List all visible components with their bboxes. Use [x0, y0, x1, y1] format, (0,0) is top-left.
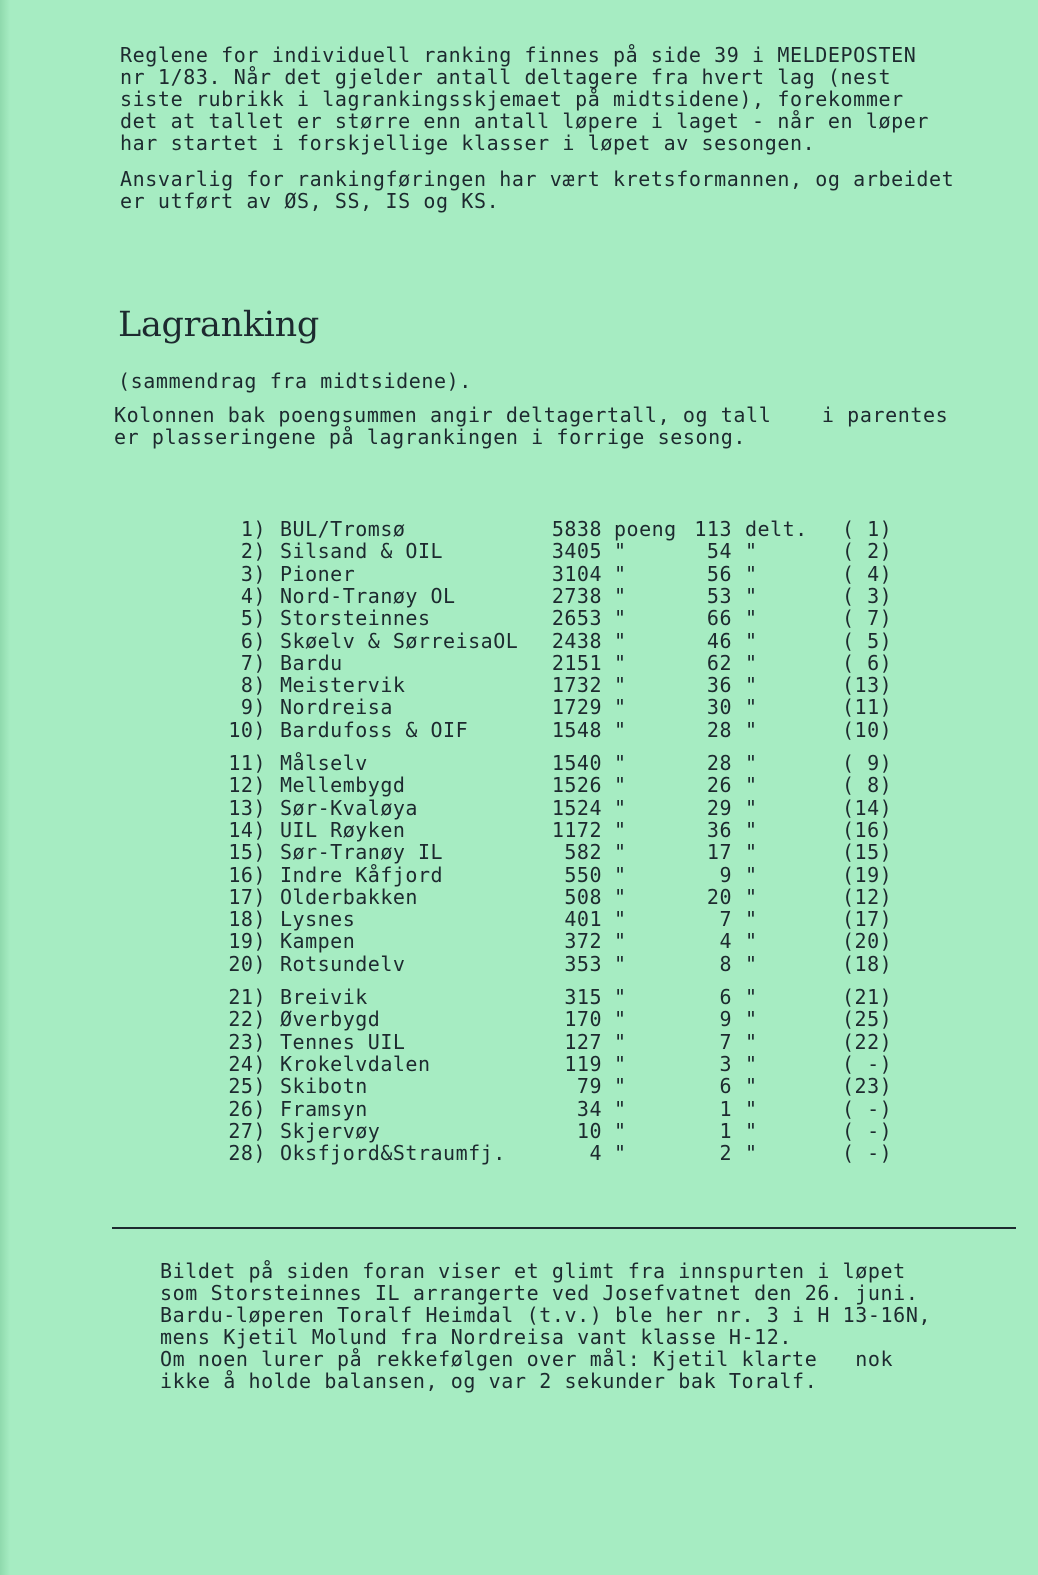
team-name: Nord-Tranøy OL [280, 583, 456, 608]
participants-value: 6 [719, 1074, 732, 1099]
rank-number: 7) [240, 650, 266, 675]
points-unit: " [614, 628, 627, 653]
participants-unit: " [745, 1141, 758, 1166]
participants-unit: " [745, 840, 758, 865]
points-value: 34 [576, 1096, 602, 1121]
previous-placement: ( 3) [842, 583, 893, 608]
ranking-row [0, 751, 1038, 773]
previous-placement: (16) [842, 817, 893, 842]
points-unit: " [614, 650, 627, 675]
previous-placement: (22) [842, 1029, 893, 1054]
participants-value: 7 [719, 907, 732, 932]
points-value: 1524 [551, 795, 602, 820]
photo-caption: Bildet på siden foran viser et glimt fra innspurten i løpet som Storsteinnes IL arrangerte ved Josefvatnet den 26. juni. Bardu-løperen Toralf Heimdal (t.v.) ble her nr. 3 i H 13-16N, mens Kjetil Molund fra Nordreisa vant klasse H-12. Om noen lurer på rekkefølgen over mål: Kjetil klarte nok ikke å holde balansen, og var 2 sekunder bak Toralf. [160, 1259, 932, 1393]
participants-value: 17 [706, 840, 732, 865]
ranking-row [0, 863, 1038, 885]
participants-value: 3 [719, 1051, 732, 1076]
previous-placement: (18) [842, 951, 893, 976]
points-value: 2438 [551, 628, 602, 653]
points-unit: " [614, 561, 627, 586]
participants-value: 26 [706, 773, 732, 798]
points-value: 372 [564, 929, 602, 954]
points-value: 4 [589, 1141, 602, 1166]
participants-unit: " [745, 1029, 758, 1054]
previous-placement: ( 8) [842, 773, 893, 798]
previous-placement: (13) [842, 673, 893, 698]
team-name: Kampen [280, 929, 356, 954]
participants-unit: " [745, 673, 758, 698]
ranking-row [0, 952, 1038, 974]
points-value: 10 [576, 1118, 602, 1143]
team-name: Pioner [280, 561, 356, 586]
participants-unit: " [745, 817, 758, 842]
ranking-row [0, 985, 1038, 1007]
participants-value: 36 [706, 817, 732, 842]
points-unit: " [614, 951, 627, 976]
previous-placement: (17) [842, 907, 893, 932]
team-name: Breivik [280, 985, 368, 1009]
ranking-row [0, 1074, 1038, 1099]
rank-number: 1) [240, 517, 266, 541]
participants-value: 56 [706, 561, 732, 586]
previous-placement: ( -) [842, 1141, 893, 1166]
team-name: Bardu [280, 650, 343, 675]
rank-number: 11) [228, 751, 266, 775]
rank-number: 25) [228, 1074, 266, 1099]
participants-unit: " [745, 751, 758, 775]
rank-number: 23) [228, 1029, 266, 1054]
participants-unit: delt. [745, 517, 808, 541]
participants-unit: " [745, 561, 758, 586]
points-value: 3104 [551, 561, 602, 586]
participants-unit: " [745, 985, 758, 1009]
previous-placement: (10) [842, 717, 893, 742]
points-unit: " [614, 1096, 627, 1121]
team-name: Sør-Tranøy IL [280, 840, 444, 865]
participants-unit: " [745, 884, 758, 909]
previous-placement: ( 5) [842, 628, 893, 653]
points-unit: " [614, 795, 627, 820]
points-value: 401 [564, 907, 602, 932]
participants-value: 46 [706, 628, 732, 653]
participants-value: 36 [706, 673, 732, 698]
points-value: 2738 [551, 583, 602, 608]
rank-number: 2) [240, 539, 266, 564]
section-title: Lagranking [118, 305, 320, 345]
points-value: 508 [564, 884, 602, 909]
team-name: Storsteinnes [280, 606, 431, 631]
team-name: Indre Kåfjord [280, 862, 444, 887]
participants-value: 66 [706, 606, 732, 631]
team-name: Sør-Kvaløya [280, 795, 418, 820]
previous-placement: (12) [842, 884, 893, 909]
participants-value: 1 [719, 1118, 732, 1143]
team-name: Krokelvdalen [280, 1051, 431, 1076]
previous-placement: ( 2) [842, 539, 893, 564]
points-value: 5838 [551, 517, 602, 541]
responsibility-paragraph: Ansvarlig for rankingføringen har vært kretsformannen, og arbeidet er utført av ØS, SS, IS og KS. [120, 167, 955, 213]
rank-number: 27) [228, 1118, 266, 1143]
rank-number: 15) [228, 840, 266, 865]
participants-unit: " [745, 1007, 758, 1032]
divider-rule [112, 1227, 1016, 1229]
ranking-row [0, 796, 1038, 818]
participants-unit: " [745, 1051, 758, 1076]
points-unit: " [614, 884, 627, 909]
participants-unit: " [745, 1096, 758, 1121]
points-unit: " [614, 862, 627, 887]
rank-number: 19) [228, 929, 266, 954]
ranking-row [0, 907, 1038, 932]
intro-paragraph: Reglene for individuell ranking finnes på side 39 i MELDEPOSTEN nr 1/83. Når det gjelder antall deltagere fra hvert lag (nest siste rubrikk i lagrankingsskjemaet på midtsidene), forekommer det at tallet er større enn antall løpere i laget - når en løper har startet i forskjellige klasser i løpet av sesongen. [120, 43, 930, 155]
team-name: Målselv [280, 751, 368, 775]
participants-value: 28 [706, 751, 732, 775]
team-name: Lysnes [280, 907, 356, 932]
points-unit: " [614, 1029, 627, 1054]
rank-number: 10) [228, 717, 266, 742]
participants-value: 6 [719, 985, 732, 1009]
participants-value: 4 [719, 929, 732, 954]
points-value: 119 [564, 1051, 602, 1076]
participants-value: 7 [719, 1029, 732, 1054]
rank-number: 26) [228, 1096, 266, 1121]
points-value: 353 [564, 951, 602, 976]
ranking-row [0, 562, 1038, 584]
participants-value: 53 [706, 583, 732, 608]
team-name: Oksfjord&Straumfj. [280, 1141, 506, 1166]
participants-unit: " [745, 628, 758, 653]
rank-number: 24) [228, 1051, 266, 1076]
points-unit: " [614, 751, 627, 775]
points-value: 1526 [551, 773, 602, 798]
ranking-row [0, 1052, 1038, 1074]
team-name: Skjervøy [280, 1118, 381, 1143]
points-value: 170 [564, 1007, 602, 1032]
points-value: 1548 [551, 717, 602, 742]
section-subtitle: (sammendrag fra midtsidene). [118, 369, 472, 393]
participants-value: 9 [719, 862, 732, 887]
points-unit: " [614, 929, 627, 954]
ranking-row [0, 517, 1038, 539]
previous-placement: ( 6) [842, 650, 893, 675]
column-explanation: Kolonnen bak poengsummen angir deltagertall, og tall i parentes er plasseringene på lagrankingen i forrige sesong. [114, 403, 949, 449]
ranking-row [0, 695, 1038, 720]
points-unit: " [614, 840, 627, 865]
ranking-row [0, 1007, 1038, 1032]
rank-number: 18) [228, 907, 266, 932]
previous-placement: (11) [842, 695, 893, 720]
participants-unit: " [745, 795, 758, 820]
rank-number: 28) [228, 1141, 266, 1166]
points-value: 79 [576, 1074, 602, 1099]
points-unit: " [614, 1141, 627, 1166]
points-unit: poeng [614, 517, 677, 541]
rank-number: 14) [228, 817, 266, 842]
participants-unit: " [745, 650, 758, 675]
ranking-row [0, 539, 1038, 564]
points-unit: " [614, 1007, 627, 1032]
points-value: 1732 [551, 673, 602, 698]
previous-placement: ( -) [842, 1051, 893, 1076]
team-name: Bardufoss & OIF [280, 717, 469, 742]
participants-unit: " [745, 862, 758, 887]
points-unit: " [614, 1074, 627, 1099]
points-unit: " [614, 1118, 627, 1143]
previous-placement: ( 9) [842, 751, 893, 775]
participants-value: 1 [719, 1096, 732, 1121]
ranking-row [0, 1119, 1038, 1141]
participants-value: 62 [706, 650, 732, 675]
points-unit: " [614, 695, 627, 720]
rank-number: 8) [240, 673, 266, 698]
previous-placement: (15) [842, 840, 893, 865]
rank-number: 6) [240, 628, 266, 653]
rank-number: 12) [228, 773, 266, 798]
previous-placement: (23) [842, 1074, 893, 1099]
previous-placement: ( -) [842, 1096, 893, 1121]
participants-unit: " [745, 539, 758, 564]
ranking-row [0, 629, 1038, 651]
ranking-row [0, 840, 1038, 865]
rank-number: 16) [228, 862, 266, 887]
points-value: 1729 [551, 695, 602, 720]
previous-placement: (21) [842, 985, 893, 1009]
ranking-row [0, 584, 1038, 606]
ranking-row [0, 673, 1038, 698]
points-value: 550 [564, 862, 602, 887]
team-name: Rotsundelv [280, 951, 406, 976]
points-unit: " [614, 539, 627, 564]
team-name: UIL Røyken [280, 817, 406, 842]
ranking-row [0, 651, 1038, 673]
team-name: Olderbakken [280, 884, 418, 909]
participants-value: 30 [706, 695, 732, 720]
points-unit: " [614, 907, 627, 932]
team-name: Mellembygd [280, 773, 406, 798]
participants-unit: " [745, 929, 758, 954]
points-unit: " [614, 1051, 627, 1076]
previous-placement: ( -) [842, 1118, 893, 1143]
rank-number: 3) [240, 561, 266, 586]
participants-unit: " [745, 1074, 758, 1099]
participants-unit: " [745, 717, 758, 742]
participants-value: 8 [719, 951, 732, 976]
ranking-row [0, 1141, 1038, 1166]
points-value: 1172 [551, 817, 602, 842]
rank-number: 4) [240, 583, 266, 608]
participants-unit: " [745, 583, 758, 608]
points-value: 582 [564, 840, 602, 865]
team-name: Tennes UIL [280, 1029, 406, 1054]
points-unit: " [614, 773, 627, 798]
participants-value: 29 [706, 795, 732, 820]
previous-placement: (19) [842, 862, 893, 887]
participants-unit: " [745, 1118, 758, 1143]
participants-value: 28 [706, 717, 732, 742]
previous-placement: ( 4) [842, 561, 893, 586]
points-unit: " [614, 673, 627, 698]
ranking-row [0, 885, 1038, 907]
team-name: BUL/Tromsø [280, 517, 406, 541]
team-name: Silsand & OIL [280, 539, 444, 564]
rank-number: 9) [240, 695, 266, 720]
ranking-row [0, 1030, 1038, 1052]
participants-unit: " [745, 951, 758, 976]
points-value: 127 [564, 1029, 602, 1054]
participants-value: 113 [694, 517, 732, 541]
points-unit: " [614, 606, 627, 631]
ranking-row [0, 773, 1038, 798]
previous-placement: (14) [842, 795, 893, 820]
team-name: Skibotn [280, 1074, 368, 1099]
ranking-row [0, 818, 1038, 840]
previous-placement: ( 7) [842, 606, 893, 631]
previous-placement: (20) [842, 929, 893, 954]
points-unit: " [614, 717, 627, 742]
points-value: 1540 [551, 751, 602, 775]
previous-placement: ( 1) [842, 517, 893, 541]
rank-number: 5) [240, 606, 266, 631]
rank-number: 21) [228, 985, 266, 1009]
participants-unit: " [745, 695, 758, 720]
ranking-row [0, 929, 1038, 954]
participants-value: 20 [706, 884, 732, 909]
rank-number: 22) [228, 1007, 266, 1032]
points-value: 3405 [551, 539, 602, 564]
points-unit: " [614, 817, 627, 842]
previous-placement: (25) [842, 1007, 893, 1032]
participants-unit: " [745, 773, 758, 798]
points-unit: " [614, 583, 627, 608]
participants-unit: " [745, 606, 758, 631]
team-name: Skøelv & SørreisaOL [280, 628, 519, 653]
rank-number: 17) [228, 884, 266, 909]
team-name: Øverbygd [280, 1007, 381, 1032]
points-value: 315 [564, 985, 602, 1009]
points-value: 2151 [551, 650, 602, 675]
ranking-row [0, 606, 1038, 631]
participants-value: 2 [719, 1141, 732, 1166]
participants-value: 54 [706, 539, 732, 564]
rank-number: 13) [228, 795, 266, 820]
team-name: Framsyn [280, 1096, 368, 1121]
team-name: Nordreisa [280, 695, 393, 720]
participants-value: 9 [719, 1007, 732, 1032]
points-unit: " [614, 985, 627, 1009]
ranking-row [0, 718, 1038, 740]
points-value: 2653 [551, 606, 602, 631]
participants-unit: " [745, 907, 758, 932]
ranking-row [0, 1097, 1038, 1119]
team-name: Meistervik [280, 673, 406, 698]
rank-number: 20) [228, 951, 266, 976]
